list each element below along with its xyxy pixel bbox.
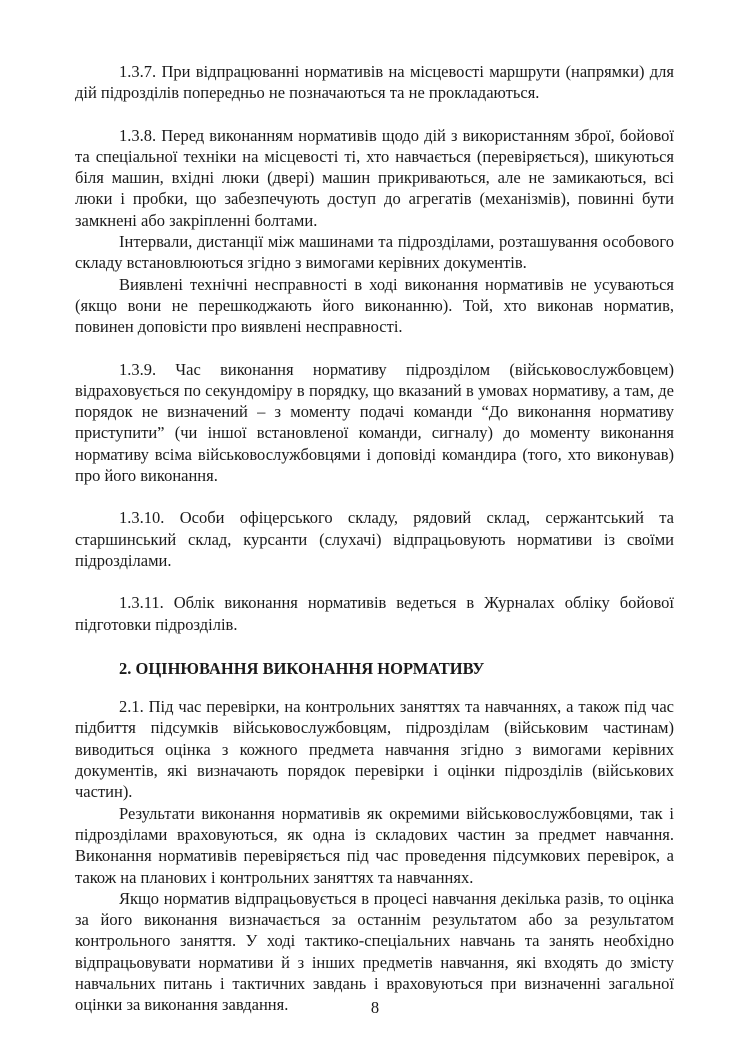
paragraph-1-3-8: 1.3.8. Перед виконанням нормативів щодо дій з використанням зброї, бойової та спеціальної техніки на місцевості ті, хто навчається (перевіряється), шикуються біля машин, вхідні люки (двері) машин прикриваються, але не замикаються, всі люки і пробки, що забезпечують доступ до агрегатів (механізмів), повинні бути замкнені або закріпленні болтами. bbox=[75, 125, 674, 230]
paragraph-2-1-repeat: Якщо норматив відпрацьовується в процесі навчання декілька разів, то оцінка за його виконання визначається за останнім результатом або за результатом контрольного заняття. У ході тактико-спеціальних навчань та занять необхідно відпрацьовувати нормативи й з інших предметів навчання, які входять до змісту навчальних питань і тактичних завдань і враховуються при визначенні загальної оцінки за виконання завдання. bbox=[75, 888, 674, 1015]
page-body bbox=[75, 61, 674, 1016]
paragraph-1-3-9: 1.3.9. Час виконання нормативу підрозділом (військовослужбовцем) відраховується по секундоміру в порядку, що вказаний в умовах нормативу, а там, де порядок не визначений – з моменту подачі команди “До виконання нормативу приступити” (чи іншої встановленої команди, сигналу) до моменту виконання нормативу всіма військовослужбовцями і доповіді командира (того, хто виконував) про його виконання. bbox=[75, 359, 674, 486]
paragraph-2-1-results: Результати виконання нормативів як окремими військовослужбовцями, так і підрозділами враховуються, як одна із складових частин за предмет навчання. Виконання нормативів перевіряється під час проведення підсумкових перевірок, а також на планових і контрольних заняттях та навчаннях. bbox=[75, 803, 674, 887]
paragraph-2-1: 2.1. Під час перевірки, на контрольних заняттях та навчаннях, а також під час підбиття підсумків військовослужбовцям, підрозділам (військовим частинам) виводиться оцінка з кожного предмета навчання згідно з вимогами керівних документів, які визначають порядок перевірки і оцінки підрозділів (військових частин). bbox=[75, 697, 674, 802]
section-heading-2: 2. ОЦІНЮВАННЯ ВИКОНАННЯ НОРМАТИВУ bbox=[119, 658, 485, 678]
paragraph-1-3-11: 1.3.11. Облік виконання нормативів ведеться в Журналах обліку бойової підготовки підрозділів. bbox=[75, 593, 674, 634]
page-number: 8 bbox=[370, 998, 380, 1017]
paragraph-1-3-8-faults: Виявлені технічні несправності в ході виконання нормативів не усуваються (якщо вони не перешкоджають його виконанню). Той, хто виконав норматив, повинен доповісти про виявлені несправності. bbox=[75, 274, 674, 337]
paragraph-1-3-7: 1.3.7. При відпрацюванні нормативів на місцевості маршрути (напрямки) для дій підрозділів попередньо не позначаються та не прокладаються. bbox=[75, 62, 674, 103]
paragraph-1-3-10: 1.3.10. Особи офіцерського складу, рядовий склад, сержантський та старшинський склад, курсанти (слухачі) відпрацьовують нормативи із своїми підрозділами. bbox=[75, 508, 674, 570]
paragraph-1-3-8-intervals: Інтервали, дистанції між машинами та підрозділами, розташування особового складу встановлюються згідно з вимогами керівних документів. bbox=[75, 232, 674, 273]
